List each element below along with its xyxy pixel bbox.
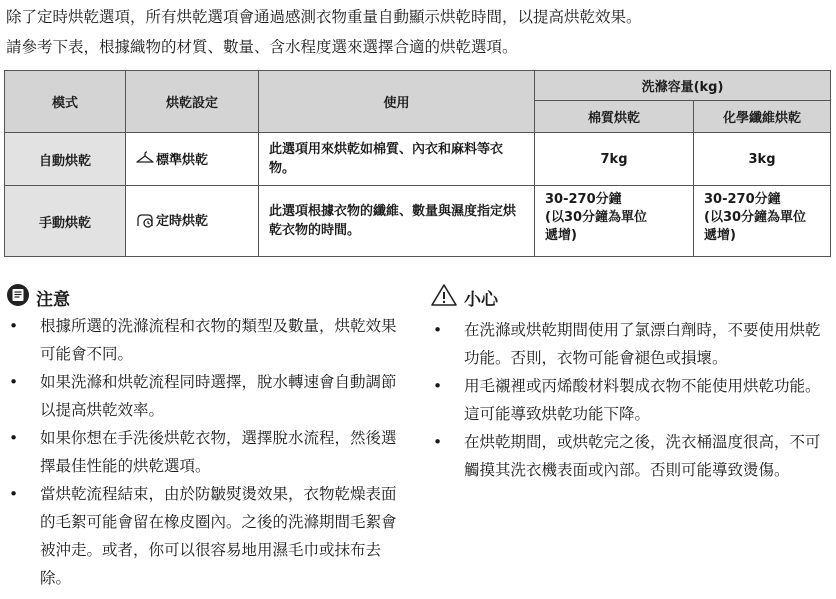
- row-setting: [126, 186, 259, 257]
- capacity-line: (以30分鐘為單位: [704, 210, 807, 225]
- timer-icon: [136, 212, 154, 232]
- list-item: • 在烘乾期間，或烘乾完之後，洗衣桶溫度很高，不可觸摸其洗衣機表面或內部。否則可能導致燙傷。: [430, 428, 832, 484]
- capacity-line: (以30分鐘為單位: [545, 210, 648, 225]
- list-item: • 如果洗滌和烘乾流程同時選擇，脫水轉速會自動調節以提高烘乾效率。: [6, 368, 398, 424]
- warning-triangle-icon: [430, 283, 458, 312]
- row-mode: 自動烘乾: [5, 133, 126, 186]
- row-synthetic-capacity: [694, 186, 831, 257]
- caution-heading: [430, 283, 498, 312]
- caution-list: [430, 316, 832, 484]
- hanger-icon: [136, 151, 154, 169]
- note-title: 注意: [36, 290, 70, 310]
- list-item: • 根據所選的洗滌流程和衣物的類型及數量，烘乾效果可能會不同。: [6, 312, 398, 368]
- row-usage: 此選項根據衣物的纖維、數量與濕度指定烘乾衣物的時間。: [259, 186, 535, 257]
- drying-options-table: [4, 70, 831, 257]
- row-mode: 手動烘乾: [5, 186, 126, 257]
- row-cotton-capacity: [535, 186, 694, 257]
- caution-title: 小心: [464, 290, 498, 310]
- row-synthetic-capacity: 3kg: [694, 133, 831, 186]
- table-header-row: [5, 71, 831, 101]
- list-item: • 用毛襯裡或丙烯酸材料製成衣物不能使用烘乾功能。這可能導致烘乾功能下降。: [430, 372, 832, 428]
- note-book-icon: [6, 283, 30, 312]
- list-item: • 在洗滌或烘乾期間使用了氯漂白劑時，不要使用烘乾功能。否則，衣物可能會褪色或損壞。: [430, 316, 832, 372]
- header-capacity: 洗滌容量(kg): [535, 71, 831, 101]
- note-list: [6, 312, 398, 592]
- header-cotton: 棉質烘乾: [535, 101, 694, 133]
- table-row: [5, 133, 831, 186]
- row-usage: 此選項用來烘乾如棉質、內衣和麻料等衣物。: [259, 133, 535, 186]
- capacity-line: 遞增): [704, 228, 736, 243]
- intro-line-1: 除了定時烘乾選項，所有烘乾選項會通過感測衣物重量自動顯示烘乾時間，以提高烘乾效果。: [6, 8, 642, 26]
- header-mode: 模式: [5, 71, 126, 133]
- capacity-line: 遞增): [545, 228, 577, 243]
- header-usage: 使用: [259, 71, 535, 133]
- header-setting: 烘乾設定: [126, 71, 259, 133]
- capacity-line: 30-270分鐘: [704, 192, 781, 207]
- list-item: • 當烘乾流程結束，由於防皺熨燙效果，衣物乾燥表面的毛絮可能會留在橡皮圈內。之後的洗滌期間毛絮會被沖走。或者，你可以很容易地用濕毛巾或抹布去除。: [6, 480, 398, 592]
- capacity-line: 30-270分鐘: [545, 192, 622, 207]
- list-item: • 如果你想在手洗後烘乾衣物，選擇脫水流程，然後選擇最佳性能的烘乾選項。: [6, 424, 398, 480]
- row-setting: [126, 133, 259, 186]
- row-cotton-capacity: 7kg: [535, 133, 694, 186]
- intro-line-2: 請參考下表，根據織物的材質、數量、含水程度選來選擇合適的烘乾選項。: [6, 38, 518, 56]
- header-synthetic: 化學纖維烘乾: [694, 101, 831, 133]
- table-row: [5, 186, 831, 257]
- note-heading: [6, 283, 70, 312]
- setting-label: 標準烘乾: [156, 152, 209, 168]
- setting-label: 定時烘乾: [156, 214, 209, 230]
